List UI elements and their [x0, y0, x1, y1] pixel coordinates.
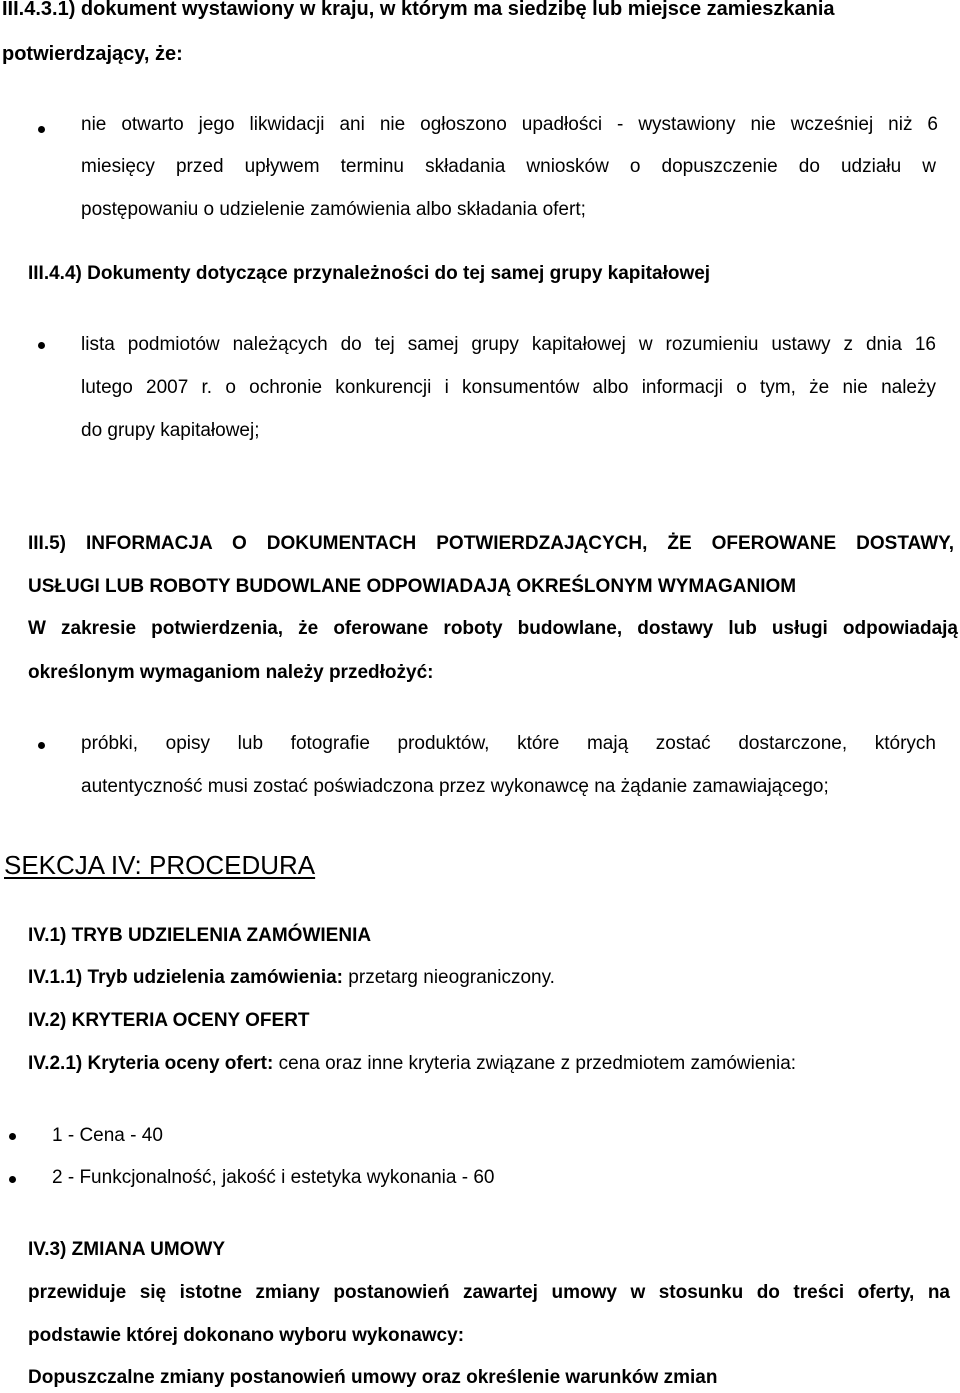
paragraph-iii-5-line-2: określonym wymaganiom należy przedłożyć:	[28, 662, 434, 683]
iv-3-line-3: Dopuszczalne zmiany postanowień umowy oraz określenie warunków zmian	[28, 1367, 718, 1388]
heading-iv-2: IV.2) KRYTERIA OCENY OFERT	[28, 1010, 310, 1031]
bullet-icon	[9, 1176, 16, 1183]
heading-iv-1: IV.1) TRYB UDZIELENIA ZAMÓWIENIA	[28, 925, 372, 946]
bullet-icon	[9, 1133, 16, 1140]
iv-2-1-value: cena oraz inne kryteria związane z przedmiotem zamówienia:	[273, 1053, 797, 1074]
paragraph-iii-5-line-1: W zakresie potwierdzenia, że oferowane roboty budowlane, dostawy lub usługi odpowiadają	[28, 618, 958, 639]
bullet-icon	[38, 742, 45, 749]
bullet-1-line-1: nie otwarto jego likwidacji ani nie ogłoszono upadłości - wystawiony nie wcześniej niż 6	[81, 114, 938, 135]
bullet-3-line-2: autentyczność musi zostać poświadczona przez wykonawcę na żądanie zamawiającego;	[81, 776, 829, 797]
iv-1-1-row	[28, 967, 555, 989]
iv-2-1-row	[28, 1053, 796, 1075]
iv-2-1-label: IV.2.1) Kryteria oceny ofert:	[28, 1053, 274, 1074]
bullet-2-line-3: do grupy kapitałowej;	[81, 420, 260, 441]
bullet-2-line-2: lutego 2007 r. o ochronie konkurencji i konsumentów albo informacji o tym, że nie należy	[81, 377, 936, 398]
section-title-iv: SEKCJA IV: PROCEDURA	[4, 850, 316, 880]
iv-1-1-value: przetarg nieograniczony.	[343, 967, 555, 988]
bullet-1-line-3: postępowaniu o udzielenie zamówienia albo składania ofert;	[81, 199, 586, 220]
section-heading-iii-5-line-1: III.5) INFORMACJA O DOKUMENTACH POTWIERDZAJĄCYCH, ŻE OFEROWANE DOSTAWY,	[28, 533, 954, 554]
criteria-item: 1 - Cena - 40	[52, 1125, 163, 1146]
section-heading-iii-5-line-2: USŁUGI LUB ROBOTY BUDOWLANE ODPOWIADAJĄ OKREŚLONYM WYMAGANIOM	[28, 576, 797, 597]
iv-3-line-2: podstawie której dokonano wyboru wykonawcy:	[28, 1325, 465, 1346]
intro-line-1: III.4.3.1) dokument wystawiony w kraju, w którym ma siedzibę lub miejsce zamieszkania	[2, 0, 835, 20]
intro-line-2: potwierdzający, że:	[2, 43, 183, 65]
bullet-icon	[38, 126, 45, 133]
criteria-item: 2 - Funkcjonalność, jakość i estetyka wykonania - 60	[52, 1167, 495, 1188]
iv-3-line-1: przewiduje się istotne zmiany postanowień zawartej umowy w stosunku do treści oferty, na	[28, 1282, 950, 1303]
bullet-2-line-1: lista podmiotów należących do tej samej grupy kapitałowej w rozumieniu ustawy z dnia 16	[81, 334, 936, 355]
bullet-3-line-1: próbki, opisy lub fotografie produktów, które mają zostać dostarczone, których	[81, 733, 936, 754]
section-heading-iii-4-4: III.4.4) Dokumenty dotyczące przynależności do tej samej grupy kapitałowej	[28, 263, 711, 284]
bullet-icon	[38, 342, 45, 349]
heading-iv-3: IV.3) ZMIANA UMOWY	[28, 1239, 226, 1260]
bullet-1-line-2: miesięcy przed upływem terminu składania wniosków o dopuszczenie do udziału w	[81, 156, 936, 177]
iv-1-1-label: IV.1.1) Tryb udzielenia zamówienia:	[28, 967, 344, 988]
